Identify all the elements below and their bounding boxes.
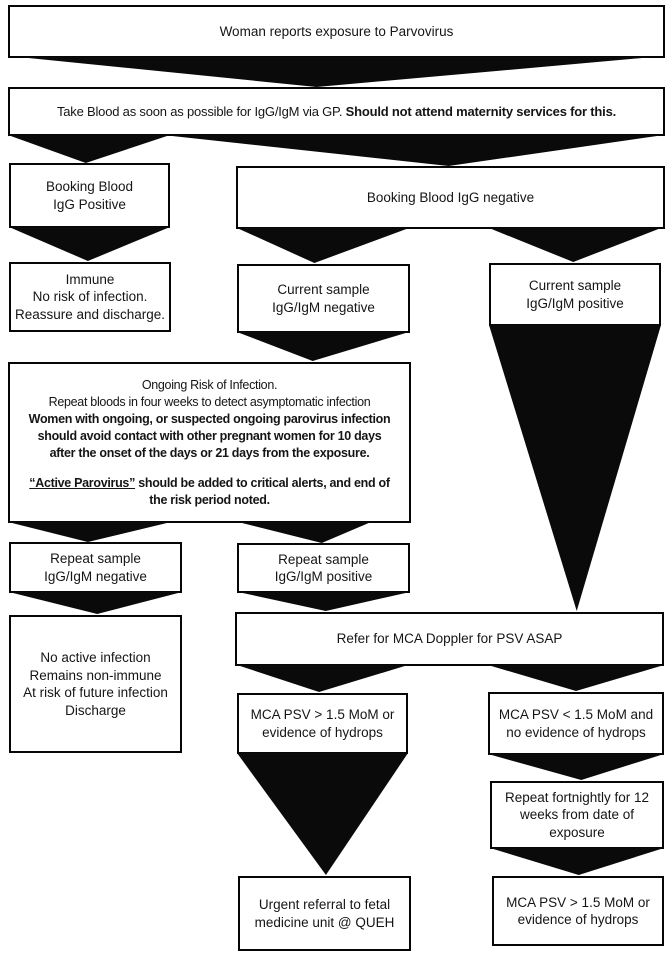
node-ongoing-risk [8,362,411,523]
ongoing-risk-alert-line: the risk period noted. [149,492,270,507]
arrow-booking-positive-to-immune [9,227,170,261]
active-parovirus-rest: should be added to critical alerts, and end of [135,475,390,490]
arrow-booking-negative-to-current-positive [489,228,661,262]
node-report-exposure [8,5,665,58]
arrow-take-blood-to-booking-negative [163,135,664,166]
no-active-line: No active infection [40,650,151,665]
arrow-repeat-positive-to-refer-mca [238,592,410,611]
node-mca-psv-high-repeat [492,876,664,946]
no-active-line: Remains non-immune [29,667,162,683]
ongoing-risk-line: Ongoing Risk of Infection. [141,377,278,392]
immune-line: No risk of infection. [32,289,148,305]
no-active-line: Discharge [65,702,126,718]
psv-high-line: evidence of hydrops [262,724,383,740]
current-positive-line: IgG/IgM positive [526,295,624,311]
arrow-refer-to-psv-low [488,665,664,691]
current-positive-line: Current sample [528,278,622,293]
urgent-referral-line: medicine unit @ QUEH [254,914,395,930]
node-repeat-sample-positive [237,543,410,593]
arrow-booking-negative-to-current-negative [237,228,409,263]
immune-line: Reassure and discharge. [14,306,166,322]
psv-high-line: MCA PSV > 1.5 MoM or [250,707,395,722]
arrow-psv-low-to-fortnightly [488,754,664,780]
node-report-exposure-text: Woman reports exposure to Parvovirus [219,23,454,39]
node-repeat-fortnightly [490,781,664,849]
node-current-sample-positive [489,263,661,326]
repeat-positive-line: Repeat sample [278,551,369,567]
repeat-negative-line: IgG/IgM negative [44,568,147,584]
arrow-report-to-take-blood [12,57,660,87]
psv-high-repeat-line: MCA PSV > 1.5 MoM or [506,894,650,910]
refer-mca-text: Refer for MCA Doppler for PSV ASAP [336,631,563,647]
current-negative-line: Current sample [277,282,370,297]
node-immune [9,262,171,332]
no-active-line: At risk of future infection [23,685,168,700]
fortnightly-line: exposure [549,824,605,840]
ongoing-risk-bold-line: should avoid contact with other pregnant women for 10 days [37,428,382,443]
ongoing-risk-bold-line: Women with ongoing, or suspected ongoing parovirus infection [28,411,391,426]
ongoing-risk-line: Repeat bloods in four weeks to detect asymptomatic infection [48,394,371,409]
arrow-ongoing-to-repeat-positive [238,522,371,543]
booking-positive-line: Booking Blood [45,179,134,194]
node-no-active-infection [9,615,182,753]
urgent-referral-line: Urgent referral to fetal [258,897,391,912]
node-refer-mca-doppler [235,612,664,666]
arrow-refer-to-psv-high [237,665,408,692]
node-mca-psv-high [237,693,408,754]
node-take-blood [8,87,665,136]
ongoing-risk-alert-line [29,475,389,492]
node-current-sample-negative [237,264,410,333]
node-urgent-referral [238,876,411,951]
repeat-positive-line: IgG/IgM positive [274,569,373,584]
node-mca-psv-low [488,692,664,755]
arrow-psv-high-to-urgent-referral [237,753,408,875]
fortnightly-line: weeks from date of [519,807,635,823]
node-booking-igg-positive [9,163,170,228]
node-take-blood-text [57,103,616,121]
fortnightly-line: Repeat fortnightly for 12 [504,789,650,805]
psv-low-line: no evidence of hydrops [506,724,646,740]
psv-high-repeat-line: evidence of hydrops [517,912,639,927]
arrow-current-positive-to-refer-mca [489,325,661,611]
repeat-negative-line: Repeat sample [50,551,141,566]
take-blood-normal-text: Take Blood as soon as possible for IgG/IgM via GP. [56,103,346,119]
arrow-take-blood-to-booking-positive [8,135,170,163]
arrow-current-negative-to-ongoing-risk [237,332,409,361]
active-parovirus-underlined: “Active Parovirus” [29,475,136,490]
arrow-repeat-negative-to-no-active [9,592,182,614]
node-booking-igg-negative [236,166,665,229]
immune-line: Immune [65,271,115,287]
node-repeat-sample-negative [9,542,182,593]
arrow-ongoing-to-repeat-negative [8,522,171,542]
psv-low-line: MCA PSV < 1.5 MoM and [498,707,654,722]
ongoing-risk-bold-line: after the onset of the days or 21 days from the exposure. [49,445,370,460]
booking-positive-line: IgG Positive [53,196,126,212]
take-blood-bold-text: Should not attend maternity services for this. [345,103,617,119]
current-negative-line: IgG/IgM negative [272,299,375,315]
booking-negative-text: Booking Blood IgG negative [366,189,535,205]
arrow-fortnightly-to-psv-high-repeat [490,848,664,875]
